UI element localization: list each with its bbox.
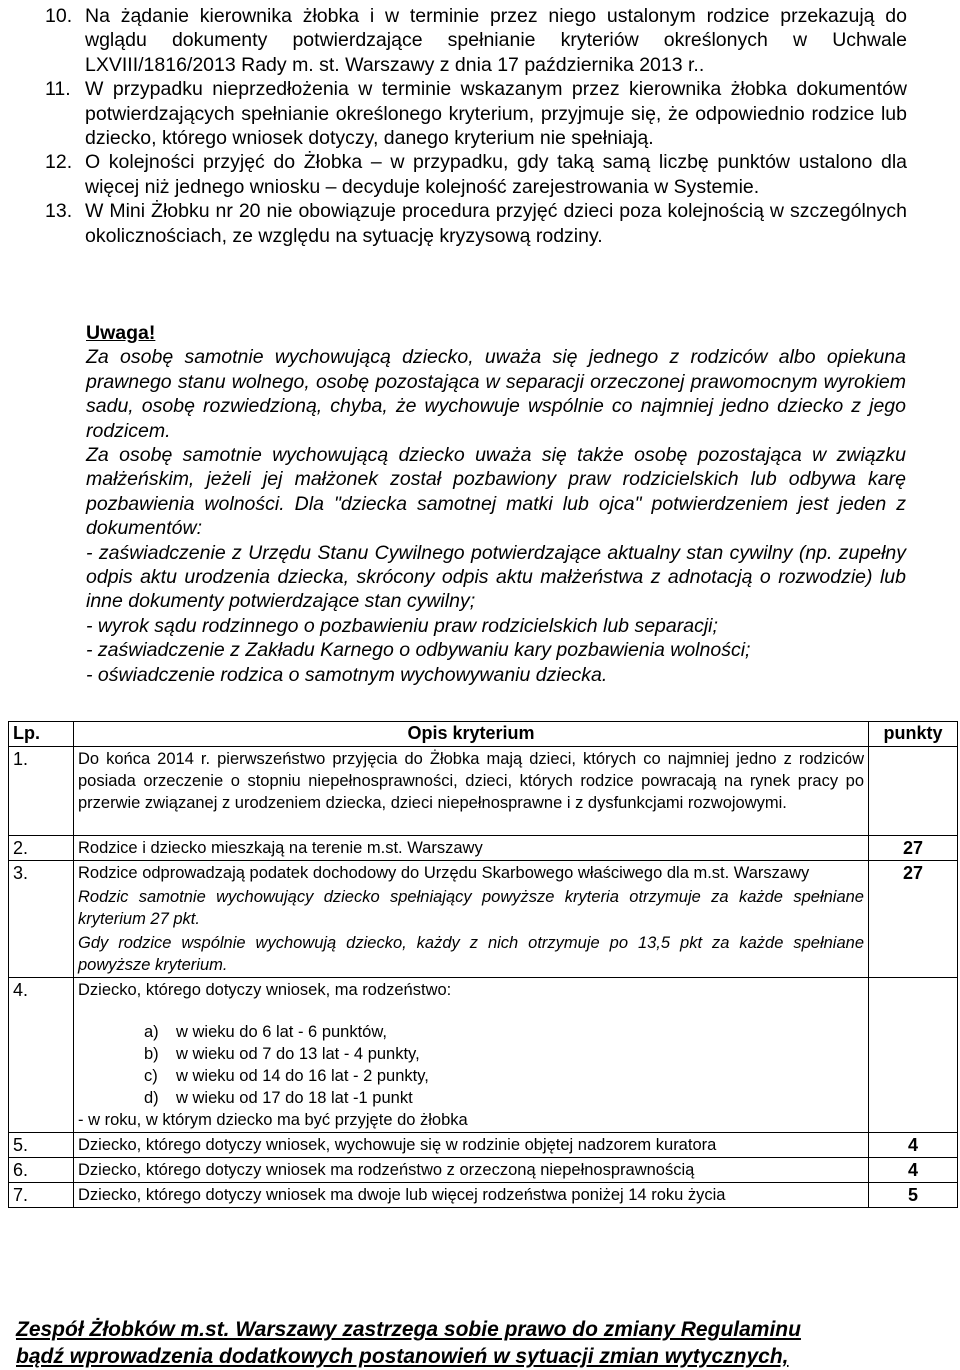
list-item [45,150,907,199]
list-item [45,4,907,77]
sub-item [78,1065,864,1087]
footer-line: bądź wprowadzenia dodatkowych postanowień w sytuacji zmian wytycznych, [16,1345,789,1368]
sub-item-text: w wieku od 17 do 18 lat -1 punkt [176,1089,413,1107]
row-lp: 5. [9,1133,74,1158]
item-text: W Mini Żłobku nr 20 nie obowiązuje procedura przyjęć dzieci poza kolejnością w szczególnych okolicznościach, ze względu na sytuację kryzysową rodziny. [85,200,907,247]
item-number: 12. [45,151,73,174]
list-item [45,199,907,248]
row-desc-text: Do końca 2014 r. pierwszeństwo przyjęcia do Żłobka mają dzieci, których co najmniej jedno z rodziców posiada orzeczenie o stopniu niepełnosprawności, dzieci, których rodzice powracają na rynek pracy po przerwie związanej z urodzeniem dziecka, dzieci niepełnosprawne i z dysfunkcjami rozwojowymi. [78,750,864,812]
row-pts [869,747,958,836]
item-text: Na żądanie kierownika żłobka i w terminie przez niego ustalonym rodzice przekazują do wglądu dokumenty potwierdzające spełnianie kryteriów określonych w Uchwale LXVIII/1816/2013 Rady m. st. Warszawy z dnia 17 października 2013 r.. [85,5,907,76]
sub-item-letter: c) [144,1067,158,1085]
list-item [45,77,907,150]
row-tail: - w roku, w którym dziecko ma być przyjęte do żłobka [78,1111,468,1129]
row-lp: 2. [9,836,74,861]
table-row [9,1133,958,1158]
item-text: O kolejności przyjęć do Żłobka – w przypadku, gdy taką samą liczbę punktów ustalono dla więcej niż jednego wniosku – decyduje kolejność zarejestrowania w Systemie. [85,151,907,198]
note-paragraph: Za osobę samotnie wychowującą dziecko uważa się także osobę pozostająca w związku małżeńskim, jeżeli jej małżonek został pozbawiony praw rodzicielskich lub odbywa karę pozbawienia wolności. Dla "dziecka samotnej matki lub ojca" potwierdzeniem jest jeden z dokumentów: [86,444,906,540]
sub-item-text: w wieku od 14 do 16 lat - 2 punkty, [176,1067,429,1085]
item-number: 10. [45,5,73,27]
sub-item [78,1043,864,1065]
row-lp: 6. [9,1158,74,1183]
row-pts: 27 [869,836,958,861]
table-row [9,861,958,978]
note-paragraph: - wyrok sądu rodzinnego o pozbawieniu praw rodzicielskich lub separacji; [86,614,718,637]
row-desc [74,861,869,978]
row-lp: 4. [9,978,74,1133]
row-pts: 27 [869,861,958,978]
sub-item [78,1021,864,1043]
row-lp: 1. [9,747,74,836]
row-lp: 7. [9,1183,74,1208]
numbered-list [45,4,907,248]
note-heading: Uwaga! [86,322,156,344]
row-desc-text: Rodzice odprowadzają podatek dochodowy do Urzędu Skarbowego właściwego dla m.st. Warszawy [78,864,810,882]
row-pts: 4 [869,1158,958,1183]
note-paragraph: Za osobę samotnie wychowującą dziecko, uważa się jednego z rodziców albo opiekuna prawnego stanu wolnego, osobę pozostająca w separacji orzeczonej prawomocnym wyrokiem sadu, osobę rozwiedzioną, chyba, że wychowuje wspólnie co najmniej jedno dziecko z jego rodzicem. [86,346,906,442]
sub-item-letter: d) [144,1089,159,1107]
note-paragraph: - zaświadczenie z Urzędu Stanu Cywilnego potwierdzające aktualny stan cywilny (np. zupełny odpis aktu urodzenia dziecka, skrócony odpis aktu małżeństwa z adnotacją o rozwodzie) lub inne dokumenty potwierdzające stan cywilny; [86,541,906,613]
item-number: 11. [45,78,71,101]
item-number: 13. [45,200,73,223]
row-pts: 4 [869,1133,958,1158]
row-lp: 3. [9,861,74,978]
sub-item [78,1087,864,1109]
sub-item-letter: b) [144,1045,159,1063]
sub-item-letter: a) [144,1023,159,1041]
table-row [9,978,958,1133]
row-desc [74,747,869,836]
sub-item-text: w wieku do 6 lat - 6 punktów, [176,1023,387,1041]
header-pts: punkty [869,722,958,747]
row-desc: Dziecko, którego dotyczy wniosek, wychowuje się w rodzinie objętej nadzorem kuratora [74,1133,869,1158]
row-desc: Rodzice i dziecko mieszkają na terenie m.st. Warszawy [74,836,869,861]
table-row [9,747,958,836]
note-paragraph: - zaświadczenie z Zakładu Karnego o odbywaniu kary pozbawienia wolności; [86,639,751,662]
row-desc: Dziecko, którego dotyczy wniosek ma rodzeństwo z orzeczoną niepełnosprawnością [74,1158,869,1183]
footer-line: Zespół Żłobków m.st. Warszawy zastrzega sobie prawo do zmiany Regulaminu [16,1318,801,1341]
item-text: W przypadku nieprzedłożenia w terminie wskazanym przez kierownika żłobka dokumentów potwierdzających spełnianie określonego kryterium, przyjmuje się, że odpowiednio rodzice lub dziecko, którego wniosek dotyczy, danego kryterium nie spełniają. [85,78,907,150]
table-row [9,836,958,861]
table-row [9,1183,958,1208]
row-desc: Dziecko, którego dotyczy wniosek ma dwoje lub więcej rodzeństwa poniżej 14 roku życia [74,1183,869,1208]
table-row [9,1158,958,1183]
row-desc-text: Dziecko, którego dotyczy wniosek, ma rodzeństwo: [78,981,452,999]
header-lp: Lp. [9,722,74,747]
criteria-table [8,721,958,1208]
row-desc [74,978,869,1133]
table-header-row [9,722,958,747]
row-pts [869,978,958,1133]
row-note: Gdy rodzice wspólnie wychowują dziecko, każdy z nich otrzymuje po 13,5 pkt za każde spełniane powyższe kryterium. [78,934,864,974]
note-section [86,321,906,687]
footer-notice [16,1316,916,1370]
header-desc: Opis kryterium [74,722,869,747]
sub-item-text: w wieku od 7 do 13 lat - 4 punkty, [176,1045,420,1063]
row-note: Rodzic samotnie wychowujący dziecko spełniający powyższe kryteria otrzymuje za każde spełniane kryterium 27 pkt. [78,888,864,928]
row-pts: 5 [869,1183,958,1208]
note-paragraph: - oświadczenie rodzica o samotnym wychowywaniu dziecka. [86,663,608,686]
